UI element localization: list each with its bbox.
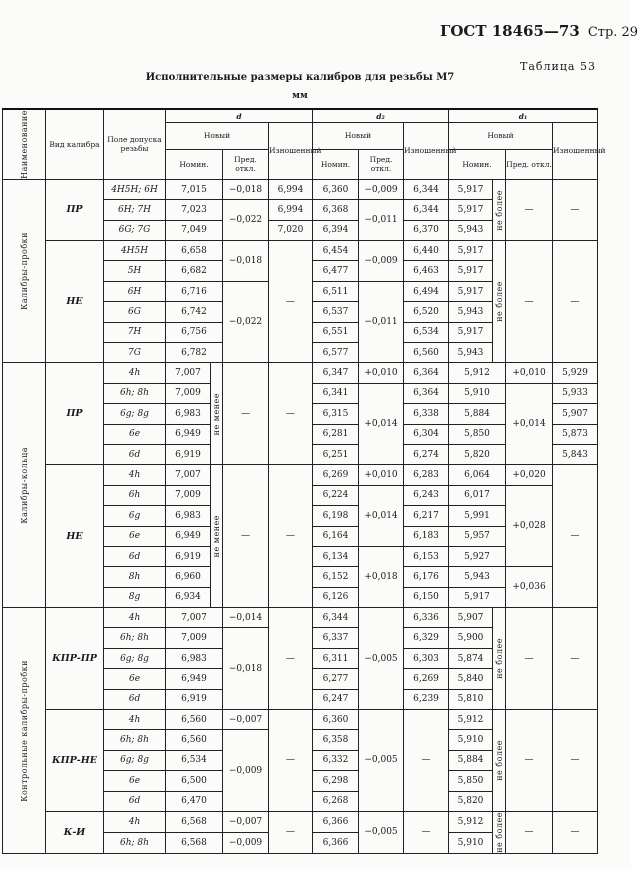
value-cell: — (269, 465, 313, 608)
value-cell: +0,028 (506, 485, 553, 567)
value-cell: 6,949 (166, 526, 211, 546)
value-cell: 6,560 (166, 710, 223, 730)
gauge-type: ПР (46, 179, 104, 240)
value-cell: 5,917 (449, 241, 493, 261)
value-cell: 6,560 (166, 730, 223, 750)
value-cell: 5,820 (449, 444, 506, 464)
value-cell: 5,910 (449, 730, 493, 750)
value-cell: 6,511 (313, 281, 359, 301)
tolerance-field: 7G (104, 342, 166, 362)
value-cell: — (553, 608, 598, 710)
value-cell: 7,007 (166, 465, 211, 485)
value-cell: 6,782 (166, 342, 223, 362)
gauge-type: КПР-НЕ (46, 710, 104, 812)
value-cell: 6,368 (313, 200, 359, 220)
value-cell: −0,018 (223, 628, 269, 710)
value-cell: 7,020 (269, 220, 313, 240)
value-cell: — (553, 179, 598, 240)
value-cell: 6,344 (313, 608, 359, 628)
value-cell: — (404, 710, 449, 812)
limit-note: не более (493, 179, 506, 240)
value-cell: 7,007 (166, 608, 223, 628)
value-cell: 6,568 (166, 811, 223, 832)
value-cell: — (553, 241, 598, 363)
value-cell: — (223, 363, 269, 465)
value-cell: 6,560 (404, 342, 449, 362)
tolerance-field: 6h; 8h (104, 628, 166, 648)
value-cell: 5,917 (449, 587, 506, 607)
value-cell: 5,943 (449, 220, 493, 240)
value-cell: 6,336 (404, 608, 449, 628)
tolerance-field: 6h; 8h (104, 383, 166, 403)
tolerance-field: 6g; 8g (104, 404, 166, 424)
value-cell: −0,009 (359, 241, 404, 282)
value-cell: 6,949 (166, 424, 211, 444)
value-cell: 7,007 (166, 363, 211, 383)
tolerance-field: 4h (104, 465, 166, 485)
value-cell: — (506, 608, 553, 710)
value-cell: 5,957 (449, 526, 506, 546)
value-cell: 5,943 (449, 567, 506, 587)
limit-note: не более (493, 710, 506, 812)
value-cell: −0,022 (223, 200, 269, 241)
value-cell: 6,017 (449, 485, 506, 505)
value-cell: 6,344 (404, 200, 449, 220)
value-cell: 6,268 (313, 791, 359, 811)
value-cell: 6,983 (166, 506, 211, 526)
value-cell: 5,933 (553, 383, 598, 403)
value-cell: 5,873 (553, 424, 598, 444)
value-cell: 6,919 (166, 444, 211, 464)
value-cell: +0,014 (359, 383, 404, 465)
value-cell: 6,281 (313, 424, 359, 444)
tolerance-field: 7H (104, 322, 166, 342)
value-cell: 7,023 (166, 200, 223, 220)
value-cell: 6,283 (404, 465, 449, 485)
header-d1-nominal: Номин. (449, 149, 506, 179)
header-name: Наименование (3, 109, 46, 179)
tolerance-field: 6h; 8h (104, 730, 166, 750)
value-cell: 5,874 (449, 648, 493, 668)
value-cell: — (269, 811, 313, 853)
table-row (3, 811, 598, 832)
header-d-nominal: Номин. (166, 149, 223, 179)
value-cell: 6,934 (166, 587, 211, 607)
value-cell: 6,520 (404, 302, 449, 322)
value-cell: 6,329 (404, 628, 449, 648)
value-cell: 6,269 (404, 669, 449, 689)
value-cell: 6,360 (313, 710, 359, 730)
value-cell: 6,183 (404, 526, 449, 546)
tolerance-field: 6g; 8g (104, 750, 166, 770)
value-cell: — (269, 241, 313, 363)
value-cell: 5,907 (553, 404, 598, 424)
tolerance-field: 6G (104, 302, 166, 322)
value-cell: 6,341 (313, 383, 359, 403)
gauge-type: К-И (46, 811, 104, 853)
tolerance-field: 6d (104, 444, 166, 464)
tolerance-field: 6G; 7G (104, 220, 166, 240)
tolerance-field: 6e (104, 424, 166, 444)
value-cell: — (553, 811, 598, 853)
header-d-deviation: Пред. откл. (223, 149, 269, 179)
value-cell: 6,949 (166, 669, 223, 689)
value-cell: — (269, 710, 313, 812)
header-gauge-type: Вид калибра (46, 109, 104, 179)
value-cell: — (506, 179, 553, 240)
value-cell: 7,015 (166, 179, 223, 199)
value-cell: 6,742 (166, 302, 223, 322)
page-number: Стр. 29 (587, 25, 638, 40)
value-cell: +0,010 (359, 465, 404, 485)
value-cell: 6,470 (166, 791, 223, 811)
value-cell: 6,534 (404, 322, 449, 342)
tolerance-field: 6g (104, 506, 166, 526)
value-cell: +0,014 (359, 485, 404, 546)
limit-note: не более (493, 608, 506, 710)
value-cell: 5,912 (449, 811, 493, 832)
value-cell: −0,014 (223, 608, 269, 628)
value-cell: 5,907 (449, 608, 493, 628)
tolerance-field: 8g (104, 587, 166, 607)
value-cell: +0,010 (506, 363, 553, 383)
value-cell: 6,243 (404, 485, 449, 505)
value-cell: −0,005 (359, 811, 404, 853)
value-cell: 6,134 (313, 546, 359, 566)
value-cell: −0,007 (223, 811, 269, 832)
value-cell: — (506, 811, 553, 853)
limit-note: не менее (211, 465, 223, 608)
tolerance-field: 6H (104, 281, 166, 301)
value-cell: — (223, 465, 269, 608)
tolerance-field: 6e (104, 669, 166, 689)
value-cell: 6,983 (166, 404, 211, 424)
value-cell: −0,011 (359, 281, 404, 363)
value-cell: 6,577 (313, 342, 359, 362)
table-row (3, 363, 598, 383)
value-cell: 6,311 (313, 648, 359, 668)
tolerance-field: 6H; 7H (104, 200, 166, 220)
table-row (3, 179, 598, 199)
tolerance-field: 4h (104, 710, 166, 730)
limit-note: не более (493, 241, 506, 363)
value-cell: −0,005 (359, 710, 404, 812)
limit-note: не более (494, 811, 504, 853)
value-cell: 6,224 (313, 485, 359, 505)
gauge-type: КПР-ПР (46, 608, 104, 710)
header-d-worn: Изношенный (269, 123, 313, 180)
value-cell: 6,440 (404, 241, 449, 261)
value-cell: 5,850 (449, 424, 506, 444)
value-cell: 5,850 (449, 771, 493, 791)
limit-note: не менее (211, 363, 223, 465)
standard-number: ГОСТ 18465—73 (440, 22, 580, 40)
value-cell: 5,910 (449, 383, 506, 403)
value-cell: 6,251 (313, 444, 359, 464)
value-cell: 6,274 (404, 444, 449, 464)
value-cell: 5,900 (449, 628, 493, 648)
value-cell: 6,360 (313, 179, 359, 199)
value-cell: 7,009 (166, 383, 211, 403)
value-cell: 6,960 (166, 567, 211, 587)
group-label: Контрольные калибры-пробки (3, 608, 46, 854)
value-cell: 7,009 (166, 628, 223, 648)
group-label: Калибры-кольца (3, 363, 46, 608)
table-row (3, 465, 598, 485)
header-d1-new: Новый (449, 123, 553, 150)
value-cell: 6,364 (404, 383, 449, 403)
value-cell: 6,358 (313, 730, 359, 750)
gauge-type: НЕ (46, 241, 104, 363)
value-cell: 6,198 (313, 506, 359, 526)
value-cell: 5,917 (449, 261, 493, 281)
tolerance-field: 6d (104, 689, 166, 709)
value-cell: — (269, 363, 313, 465)
value-cell: 6,394 (313, 220, 359, 240)
value-cell: 6,919 (166, 689, 223, 709)
value-cell: 6,126 (313, 587, 359, 607)
value-cell: 5,910 (449, 832, 493, 853)
value-cell: 6,150 (404, 587, 449, 607)
value-cell: — (506, 710, 553, 812)
table-body (3, 179, 598, 853)
value-cell: −0,018 (223, 241, 269, 282)
value-cell: 6,716 (166, 281, 223, 301)
tolerance-field: 4h (104, 811, 166, 832)
table-row (3, 710, 598, 730)
value-cell: 6,658 (166, 241, 223, 261)
value-cell: −0,005 (359, 608, 404, 710)
value-cell: 6,366 (313, 811, 359, 832)
value-cell: 5,991 (449, 506, 506, 526)
value-cell: — (553, 465, 598, 608)
value-cell: +0,036 (506, 567, 553, 608)
value-cell: 5,912 (449, 710, 493, 730)
value-cell: 6,152 (313, 567, 359, 587)
value-cell: −0,009 (223, 832, 269, 853)
value-cell: 6,338 (404, 404, 449, 424)
value-cell: 5,927 (449, 546, 506, 566)
tolerance-field: 5H (104, 261, 166, 281)
value-cell: 6,298 (313, 771, 359, 791)
header-d2-new: Новый (313, 123, 404, 150)
value-cell: 6,332 (313, 750, 359, 770)
value-cell: +0,018 (359, 546, 404, 607)
value-cell: 6,919 (166, 546, 211, 566)
table-row (3, 241, 598, 261)
table-title: Исполнительные размеры калибров для резьбы М7 (145, 72, 455, 83)
header-d2-deviation: Пред. откл. (359, 149, 404, 179)
header-tolerance-field: Поле допуска резьбы (104, 109, 166, 179)
header-d2-worn: Изношенный (404, 123, 449, 180)
header-d2-nominal: Номин. (313, 149, 359, 179)
value-cell: 5,917 (449, 322, 493, 342)
group-label: Калибры-пробки (3, 179, 46, 363)
value-cell: 6,463 (404, 261, 449, 281)
value-cell: 5,884 (449, 750, 493, 770)
gauge-type: НЕ (46, 465, 104, 608)
value-cell: 6,994 (269, 179, 313, 199)
value-cell: 6,477 (313, 261, 359, 281)
table-header (3, 109, 606, 179)
value-cell: 6,500 (166, 771, 223, 791)
value-cell: −0,009 (359, 179, 404, 199)
page-header (440, 22, 638, 40)
tolerance-field: 4h (104, 608, 166, 628)
tolerance-field: 6d (104, 546, 166, 566)
header-d2: d₂ (313, 109, 449, 123)
tolerance-field: 4h (104, 363, 166, 383)
value-cell: 6,347 (313, 363, 359, 383)
value-cell: 6,277 (313, 669, 359, 689)
gauge-type: ПР (46, 363, 104, 465)
value-cell: +0,010 (359, 363, 404, 383)
tolerance-field: 4H5H (104, 241, 166, 261)
tolerance-field: 6d (104, 791, 166, 811)
gauge-dimensions-table (2, 108, 606, 854)
value-cell: 6,537 (313, 302, 359, 322)
header-d: d (166, 109, 313, 123)
value-cell: −0,011 (359, 200, 404, 241)
value-cell: 6,239 (404, 689, 449, 709)
value-cell: 5,917 (449, 281, 493, 301)
header-d1: d₁ (449, 109, 598, 123)
tolerance-field: 4H5H; 6H (104, 179, 166, 199)
value-cell: 6,247 (313, 689, 359, 709)
value-cell: 6,568 (166, 832, 223, 853)
header-d-new: Новый (166, 123, 269, 150)
value-cell: — (553, 710, 598, 812)
value-cell: 6,303 (404, 648, 449, 668)
value-cell: 6,164 (313, 526, 359, 546)
tolerance-field: 6e (104, 526, 166, 546)
value-cell: 7,009 (166, 485, 211, 505)
value-cell: — (404, 811, 449, 853)
tolerance-field: 6h (104, 485, 166, 505)
value-cell: 6,983 (166, 648, 223, 668)
value-cell: +0,014 (506, 383, 553, 465)
value-cell: −0,022 (223, 281, 269, 363)
value-cell: 6,337 (313, 628, 359, 648)
value-cell: 6,551 (313, 322, 359, 342)
value-cell: 5,917 (449, 200, 493, 220)
value-cell: 6,176 (404, 567, 449, 587)
value-cell: 6,756 (166, 322, 223, 342)
value-cell: 5,943 (449, 342, 493, 362)
value-cell: 6,153 (404, 546, 449, 566)
value-cell: — (269, 608, 313, 710)
tolerance-field: 6e (104, 771, 166, 791)
value-cell: 6,494 (404, 281, 449, 301)
value-cell: 6,454 (313, 241, 359, 261)
units-label: мм (292, 91, 308, 101)
value-cell: 6,682 (166, 261, 223, 281)
value-cell: — (506, 241, 553, 363)
value-cell: 5,820 (449, 791, 493, 811)
value-cell: 5,810 (449, 689, 493, 709)
value-cell: 6,370 (404, 220, 449, 240)
value-cell: 5,884 (449, 404, 506, 424)
value-cell: 6,366 (313, 832, 359, 853)
value-cell: 6,269 (313, 465, 359, 485)
value-cell: −0,007 (223, 710, 269, 730)
value-cell: 6,344 (404, 179, 449, 199)
value-cell: 6,534 (166, 750, 223, 770)
value-cell: 6,064 (449, 465, 506, 485)
tolerance-field: 8h (104, 567, 166, 587)
value-cell: −0,018 (223, 179, 269, 199)
value-cell: 6,994 (269, 200, 313, 220)
value-cell: 5,840 (449, 669, 493, 689)
value-cell: 5,912 (449, 363, 506, 383)
value-cell: 5,943 (449, 302, 493, 322)
value-cell: 5,917 (449, 179, 493, 199)
value-cell: 6,364 (404, 363, 449, 383)
table-row (3, 608, 598, 628)
tolerance-field: 6h; 8h (104, 832, 166, 853)
value-cell: 5,843 (553, 444, 598, 464)
table-number: Таблица 53 (520, 60, 596, 73)
header-d1-worn: Изношенный (553, 123, 598, 180)
value-cell: 6,315 (313, 404, 359, 424)
value-cell: +0,020 (506, 465, 553, 485)
value-cell: 7,049 (166, 220, 223, 240)
header-d1-deviation: Пред. откл. (506, 149, 553, 179)
tolerance-field: 6g; 8g (104, 648, 166, 668)
value-cell: −0,009 (223, 730, 269, 812)
value-cell: 5,929 (553, 363, 598, 383)
value-cell: 6,217 (404, 506, 449, 526)
value-cell: 6,304 (404, 424, 449, 444)
